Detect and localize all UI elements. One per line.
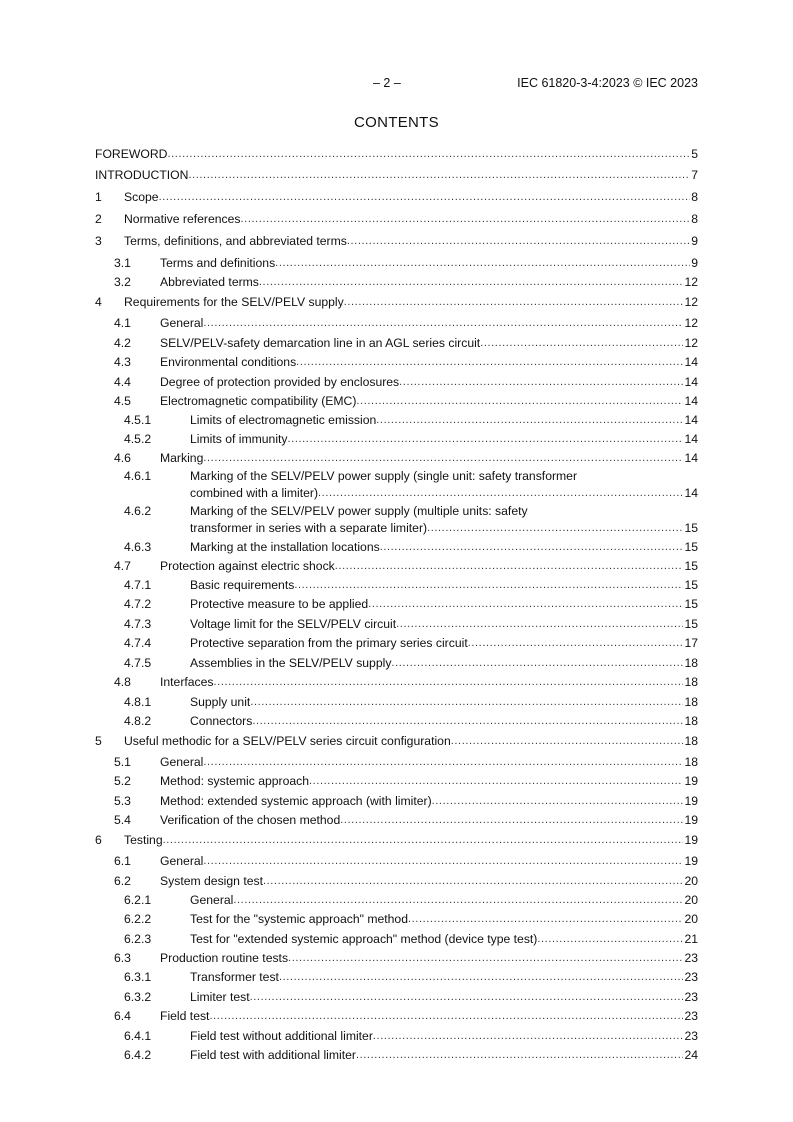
dot-leader (167, 147, 690, 161)
toc-entry[interactable] (0, 355, 698, 369)
toc-entry-page: 15 (684, 540, 698, 554)
toc-entry-page: 18 (684, 675, 698, 689)
toc-entry-number: 5.2 (114, 774, 131, 788)
toc-entry-line (160, 559, 698, 573)
dot-leader (451, 734, 684, 748)
toc-entry-line (160, 275, 698, 289)
toc-entry-page: 18 (684, 656, 698, 670)
dot-leader (468, 636, 684, 650)
dot-leader (259, 275, 684, 289)
dot-leader (159, 190, 691, 204)
toc-entry-number: 5.3 (114, 794, 131, 808)
toc-entry[interactable] (0, 336, 698, 350)
toc-entry[interactable] (0, 432, 698, 446)
toc-entry-title: transformer in series with a separate limiter) (190, 521, 428, 535)
toc-entry-page: 12 (684, 316, 698, 330)
toc-entry-number: 4.7.4 (124, 636, 152, 650)
toc-entry-line (160, 375, 698, 389)
toc-entry-number: 2 (95, 212, 102, 226)
dot-leader (309, 774, 683, 788)
toc-entry[interactable] (0, 912, 698, 926)
toc-entry-page: 14 (684, 394, 698, 408)
toc-entry-page: 19 (684, 774, 698, 788)
toc-entry-number: 4.7.2 (124, 597, 152, 611)
dot-leader (318, 486, 683, 500)
toc-entry-line (190, 932, 698, 946)
toc-entry-line (160, 256, 698, 270)
toc-entry-line (190, 1048, 698, 1062)
toc-entry-line (124, 833, 698, 847)
toc-entry-line (190, 636, 698, 650)
toc-entry-number: 4.6.2 (124, 504, 152, 518)
toc-entry-title: Requirements for the SELV/PELV supply (124, 295, 344, 309)
toc-entry-page: 19 (684, 813, 698, 827)
toc-entry-line (190, 521, 698, 535)
toc-entry-number: 3.2 (114, 275, 131, 289)
dot-leader (203, 755, 683, 769)
dot-leader (296, 355, 683, 369)
toc-entry[interactable] (0, 970, 698, 984)
toc-entry-title: Field test without additional limiter (190, 1029, 373, 1043)
dot-leader (163, 833, 684, 847)
toc-entry[interactable] (0, 774, 698, 788)
toc-entry-number: 1 (95, 190, 102, 204)
toc-entry-line (160, 951, 698, 965)
toc-entry[interactable] (0, 212, 698, 226)
dot-leader (188, 168, 690, 182)
toc-entry[interactable] (0, 168, 698, 182)
toc-entry[interactable] (0, 597, 698, 611)
toc-entry-page: 23 (684, 1009, 698, 1023)
toc-entry[interactable] (0, 234, 698, 248)
toc-entry-title: INTRODUCTION (95, 168, 189, 182)
toc-entry[interactable] (0, 147, 698, 161)
toc-entry-line (190, 617, 698, 631)
toc-entry-title: Supply unit (190, 695, 251, 709)
toc-entry-page: 14 (684, 486, 698, 500)
toc-entry-title: Test for "extended systemic approach" method (device type test) (190, 932, 538, 946)
toc-entry-page: 7 (691, 168, 698, 182)
toc-entry-number: 6 (95, 833, 102, 847)
toc-entry-line (124, 295, 698, 309)
toc-entry-line (95, 147, 698, 161)
toc-entry-title: Environmental conditions (160, 355, 297, 369)
dot-leader (203, 316, 683, 330)
dot-leader (344, 295, 684, 309)
dot-leader (427, 521, 683, 535)
toc-entry-title: Transformer test (190, 970, 279, 984)
toc-entry-page: 14 (684, 375, 698, 389)
toc-entry-title-line1: Marking of the SELV/PELV power supply (multiple units: safety (190, 504, 528, 518)
toc-entry[interactable] (0, 755, 698, 769)
toc-entry-page: 15 (684, 578, 698, 592)
toc-entry[interactable] (0, 990, 698, 1004)
toc-entry-title: General (160, 854, 204, 868)
toc-entry-page: 24 (684, 1048, 698, 1062)
dot-leader (391, 656, 683, 670)
dot-leader (233, 893, 683, 907)
toc-entry-number: 6.4.2 (124, 1048, 152, 1062)
dot-leader (288, 432, 684, 446)
toc-entry-page: 23 (684, 990, 698, 1004)
dot-leader (335, 559, 684, 573)
toc-entry-line (190, 656, 698, 670)
dot-leader (480, 336, 683, 350)
dot-leader (340, 813, 683, 827)
toc-entry-page: 19 (684, 833, 698, 847)
dot-leader (203, 451, 683, 465)
toc-entry[interactable] (0, 893, 698, 907)
dot-leader (356, 394, 683, 408)
toc-entry-title: Limits of electromagnetic emission (190, 413, 377, 427)
toc-entry-title: General (190, 893, 234, 907)
dot-leader (250, 695, 683, 709)
toc-entry-page: 12 (684, 295, 698, 309)
toc-entry-page: 12 (684, 336, 698, 350)
toc-entry-title: Normative references (124, 212, 241, 226)
dot-leader (294, 578, 683, 592)
toc-entry-title: Limits of immunity (190, 432, 288, 446)
toc-entry-title: Limiter test (190, 990, 250, 1004)
toc-entry[interactable] (0, 275, 698, 289)
toc-entry[interactable] (0, 256, 698, 270)
toc-entry-number: 6.4 (114, 1009, 131, 1023)
toc-entry-title: Field test with additional limiter (190, 1048, 356, 1062)
toc-entry-number: 4.6 (114, 451, 131, 465)
toc-entry[interactable] (0, 874, 698, 888)
toc-entry-page: 14 (684, 355, 698, 369)
toc-entry[interactable] (0, 617, 698, 631)
toc-entry-page: 20 (684, 893, 698, 907)
toc-entry-page: 18 (684, 734, 698, 748)
toc-entry-title: Scope (124, 190, 159, 204)
toc-entry-line (124, 190, 698, 204)
toc-entry-line (190, 432, 698, 446)
toc-entry-title: Terms and definitions (160, 256, 276, 270)
toc-entry-number: 6.2.2 (124, 912, 152, 926)
toc-entry[interactable] (0, 504, 698, 535)
dot-leader (250, 990, 684, 1004)
toc-entry-page: 8 (691, 212, 698, 226)
dot-leader (537, 932, 683, 946)
toc-entry-title: Useful methodic for a SELV/PELV series circuit configuration (124, 734, 451, 748)
toc-entry-line (160, 854, 698, 868)
toc-entry[interactable] (0, 932, 698, 946)
toc-entry[interactable] (0, 656, 698, 670)
toc-entry-number: 4.1 (114, 316, 131, 330)
toc-entry[interactable] (0, 578, 698, 592)
toc-entry-title: Degree of protection provided by enclosures (160, 375, 400, 389)
page-title: CONTENTS (354, 114, 439, 131)
toc-entry-number: 6.2.3 (124, 932, 152, 946)
toc-entry-number: 4.7.1 (124, 578, 152, 592)
toc-entry[interactable] (0, 794, 698, 808)
toc-entry[interactable] (0, 394, 698, 408)
toc-entry-page: 19 (684, 794, 698, 808)
toc-entry-page: 9 (691, 234, 698, 248)
toc-entry-line (190, 695, 698, 709)
toc-entry-number: 4.4 (114, 375, 131, 389)
toc-entry-page: 14 (684, 451, 698, 465)
standard-reference: IEC 61820-3-4:2023 © IEC 2023 (517, 76, 698, 90)
toc-entry-number: 4.7.5 (124, 656, 152, 670)
toc-entry[interactable] (0, 675, 698, 689)
toc-entry-number: 4.5 (114, 394, 131, 408)
toc-entry-title: Protective measure to be applied (190, 597, 369, 611)
toc-entry-number: 4.6.3 (124, 540, 152, 554)
toc-entry-title: Assemblies in the SELV/PELV supply (190, 656, 392, 670)
toc-entry[interactable] (0, 1029, 698, 1043)
dot-leader (203, 854, 683, 868)
toc-entry-number: 4.2 (114, 336, 131, 350)
toc-entry-title: Test for the "systemic approach" method (190, 912, 408, 926)
toc-entry-title: combined with a limiter) (190, 486, 319, 500)
toc-entry-number: 6.4.1 (124, 1029, 152, 1043)
toc-entry-page: 18 (684, 714, 698, 728)
toc-entry-title: General (160, 316, 204, 330)
toc-entry-line (160, 451, 698, 465)
toc-entry-number: 6.3.1 (124, 970, 152, 984)
toc-entry[interactable] (0, 559, 698, 573)
toc-entry-page: 17 (684, 636, 698, 650)
toc-entry[interactable] (0, 190, 698, 204)
dot-leader (399, 375, 683, 389)
toc-entry-title: Method: extended systemic approach (with limiter) (160, 794, 432, 808)
toc-entry-line (160, 874, 698, 888)
dot-leader (275, 256, 690, 270)
toc-entry-line (160, 774, 698, 788)
toc-entry-page: 18 (684, 695, 698, 709)
dot-leader (356, 1048, 683, 1062)
toc-entry[interactable] (0, 316, 698, 330)
toc-entry-line (190, 413, 698, 427)
dot-leader (396, 617, 683, 631)
toc-entry-title: System design test (160, 874, 263, 888)
toc-entry-line (190, 597, 698, 611)
toc-entry[interactable] (0, 636, 698, 650)
toc-entry-title: Field test (160, 1009, 210, 1023)
toc-entry-number: 6.2.1 (124, 893, 152, 907)
toc-entry-line (190, 540, 698, 554)
toc-entry[interactable] (0, 695, 698, 709)
toc-entry-title: Marking (160, 451, 204, 465)
toc-entry[interactable] (0, 833, 698, 847)
toc-entry-page: 5 (691, 147, 698, 161)
toc-entry[interactable] (0, 1048, 698, 1062)
toc-entry[interactable] (0, 451, 698, 465)
toc-entry[interactable] (0, 854, 698, 868)
toc-entry[interactable] (0, 540, 698, 554)
toc-entry-line (190, 486, 698, 500)
dot-leader (432, 794, 684, 808)
dot-leader (241, 212, 691, 226)
toc-entry[interactable] (0, 1009, 698, 1023)
toc-entry-page: 9 (691, 256, 698, 270)
dot-leader (263, 874, 683, 888)
toc-entry[interactable] (0, 295, 698, 309)
dot-leader (214, 675, 684, 689)
toc-entry-title-line1: Marking of the SELV/PELV power supply (single unit: safety transformer (190, 469, 578, 483)
toc-entry-title: Verification of the chosen method (160, 813, 341, 827)
toc-entry-title: Terms, definitions, and abbreviated terms (124, 234, 347, 248)
toc-entry-page: 23 (684, 951, 698, 965)
toc-entry-number: 4.3 (114, 355, 131, 369)
toc-entry-line (160, 394, 698, 408)
toc-entry-page: 15 (684, 617, 698, 631)
toc-entry-line (160, 355, 698, 369)
toc-entry-title: Electromagnetic compatibility (EMC) (160, 394, 357, 408)
toc-entry-number: 4.6.1 (124, 469, 152, 483)
toc-entry-title: Marking at the installation locations (190, 540, 380, 554)
toc-entry-line (190, 990, 698, 1004)
toc-entry-line (190, 970, 698, 984)
toc-entry-page: 8 (691, 190, 698, 204)
toc-entry-line (124, 234, 698, 248)
toc-entry-number: 5.4 (114, 813, 131, 827)
toc-entry-line (160, 316, 698, 330)
toc-entry[interactable] (0, 413, 698, 427)
toc-entry[interactable] (0, 375, 698, 389)
dot-leader (279, 970, 683, 984)
toc-entry-number: 4.5.2 (124, 432, 152, 446)
toc-entry-page: 15 (684, 597, 698, 611)
toc-entry-title: Abbreviated terms (160, 275, 259, 289)
toc-entry-title: Method: systemic approach (160, 774, 310, 788)
toc-entry-line (190, 578, 698, 592)
toc-entry-number: 5.1 (114, 755, 131, 769)
dot-leader (209, 1009, 683, 1023)
toc-entry-title: Voltage limit for the SELV/PELV circuit (190, 617, 397, 631)
toc-entry-number: 4.8.1 (124, 695, 152, 709)
toc-entry-page: 19 (684, 854, 698, 868)
dot-leader (376, 413, 683, 427)
toc-entry-line (160, 755, 698, 769)
toc-entry-line (190, 714, 698, 728)
dot-leader (252, 714, 683, 728)
toc-entry-line (190, 912, 698, 926)
toc-entry-page: 14 (684, 432, 698, 446)
toc-entry-title: Protection against electric shock (160, 559, 335, 573)
dot-leader (373, 1029, 684, 1043)
toc-entry-line (95, 168, 698, 182)
dot-leader (368, 597, 683, 611)
toc-entry-title: FOREWORD (95, 147, 168, 161)
toc-entry-page: 23 (684, 970, 698, 984)
toc-entry-title: SELV/PELV-safety demarcation line in an AGL series circuit (160, 336, 481, 350)
toc-entry-line (190, 1029, 698, 1043)
toc-entry-title: Protective separation from the primary series circuit (190, 636, 468, 650)
toc-entry[interactable] (0, 951, 698, 965)
dot-leader (288, 951, 683, 965)
toc-entry-number: 6.3 (114, 951, 131, 965)
toc-entry-number: 3 (95, 234, 102, 248)
toc-entry-number: 4.8.2 (124, 714, 152, 728)
toc-entry-number: 4.7 (114, 559, 131, 573)
toc-entry-line (124, 212, 698, 226)
toc-entry-title: General (160, 755, 204, 769)
toc-entry-title: Testing (124, 833, 163, 847)
toc-entry-line (160, 813, 698, 827)
toc-entry-line (124, 734, 698, 748)
toc-entry-number: 4.5.1 (124, 413, 152, 427)
toc-entry-title: Basic requirements (190, 578, 295, 592)
toc-entry[interactable] (0, 469, 698, 500)
toc-entry-page: 20 (684, 874, 698, 888)
page-number: – 2 – (373, 76, 401, 90)
toc-entry-page: 12 (684, 275, 698, 289)
toc-entry-page: 14 (684, 413, 698, 427)
toc-entry-number: 3.1 (114, 256, 131, 270)
toc-entry-page: 23 (684, 1029, 698, 1043)
toc-entry[interactable] (0, 714, 698, 728)
toc-entry-page: 18 (684, 755, 698, 769)
dot-leader (380, 540, 684, 554)
toc-entry-number: 6.1 (114, 854, 131, 868)
toc-entry-number: 5 (95, 734, 102, 748)
toc-entry-page: 21 (684, 932, 698, 946)
toc-entry-number: 6.3.2 (124, 990, 152, 1004)
toc-entry-number: 4.7.3 (124, 617, 152, 631)
toc-entry-page: 20 (684, 912, 698, 926)
toc-entry-page: 15 (684, 559, 698, 573)
toc-entry-title: Production routine tests (160, 951, 289, 965)
toc-entry-number: 6.2 (114, 874, 131, 888)
toc-entry-line (160, 1009, 698, 1023)
toc-entry-title: Connectors (190, 714, 253, 728)
toc-entry[interactable] (0, 734, 698, 748)
toc-entry-line (190, 893, 698, 907)
toc-entry-number: 4.8 (114, 675, 131, 689)
toc-entry-line (160, 675, 698, 689)
toc-entry-page: 15 (684, 521, 698, 535)
toc-entry-title: Interfaces (160, 675, 214, 689)
toc-entry-number: 4 (95, 295, 102, 309)
toc-entry-line (160, 794, 698, 808)
toc-entry-line (160, 336, 698, 350)
toc-entry[interactable] (0, 813, 698, 827)
dot-leader (408, 912, 683, 926)
dot-leader (347, 234, 690, 248)
